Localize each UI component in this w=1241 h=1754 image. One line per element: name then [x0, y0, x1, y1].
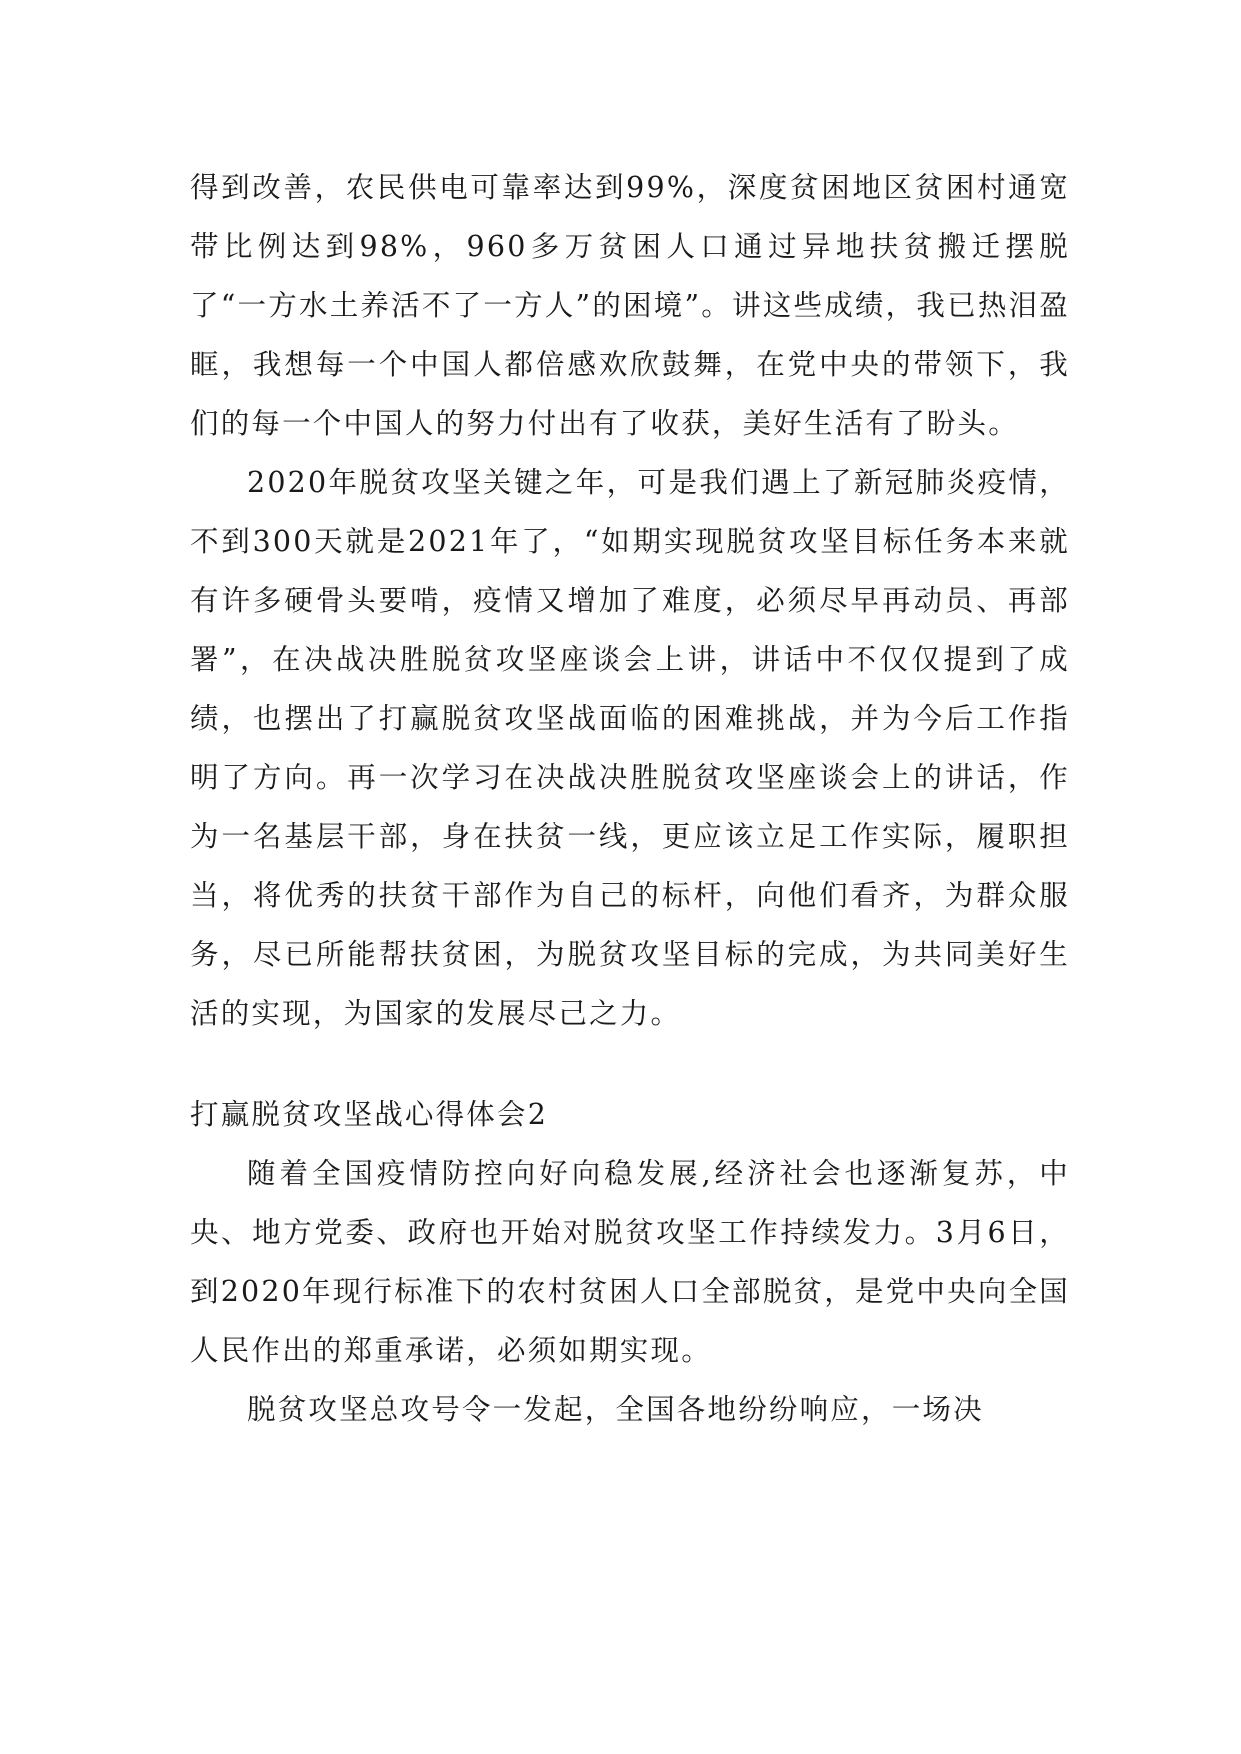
paragraph-4: 脱贫攻坚总攻号令一发起，全国各地纷纷响应，一场决 — [247, 1393, 984, 1426]
paragraph-2: 2020年脱贫攻坚关键之年，可是我们遇上了新冠肺炎疫情，不到300天就是2021年了，“如期实现脱贫攻坚目标任务本来就有许多硬骨头要啃，疫情又增加了难度，必须尽早再动员、再部署”，在决战决胜脱贫攻坚座谈会上讲，讲话中不仅仅提到了成绩，也摆出了打赢脱贫攻坚战面临的困难挑战，并为今后工作指明了方向。再一次学习在决战决胜脱贫攻坚座谈会上的讲话，作为一名基层干部，身在扶贫一线，更应该立足工作实际，履职担当，将优秀的扶贫干部作为自己的标杆，向他们看齐，为群众服务，尽已所能帮扶贫困，为脱贫攻坚目标的完成，为共同美好生活的实现，为国家的发展尽己之力。 — [190, 466, 1070, 1030]
paragraph-1: 得到改善，农民供电可靠率达到99%，深度贫困地区贫困村通宽带比例达到98%，960多万贫困人口通过异地扶贫搬迁摆脱了“一方水土养活不了一方人”的困境”。讲这些成绩，我已热泪盈眶，我想每一个中国人都倍感欢欣鼓舞，在党中央的带领下，我们的每一个中国人的努力付出有了收获，美好生活有了盼头。 — [190, 171, 1070, 440]
paragraph-3: 随着全国疫情防控向好向稳发展,经济社会也逐渐复苏，中央、地方党委、政府也开始对脱贫攻坚工作持续发力。3月6日，到2020年现行标准下的农村贫困人口全部脱贫，是党中央向全国人民作出的郑重承诺，必须如期实现。 — [190, 1157, 1070, 1367]
document-body — [190, 158, 1070, 1439]
section-title: 打赢脱贫攻坚战心得体会2 — [190, 1098, 549, 1131]
